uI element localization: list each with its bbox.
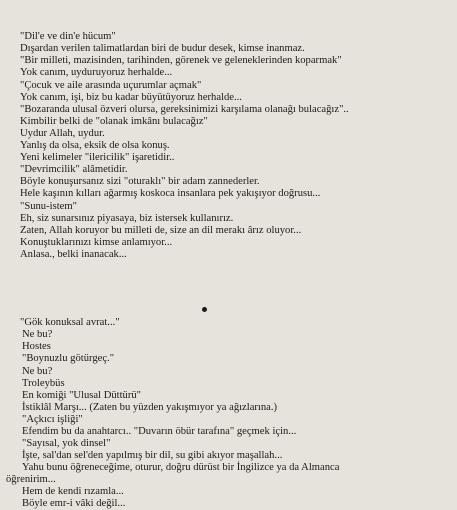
text-line: Konuştuklarınızı kimse anlamıyor... xyxy=(20,237,173,248)
text-line: Yahu bunu öğreneceğime, oturur, doğru dürüst bir İngilizce ya da Almanca xyxy=(22,462,340,473)
text-line: Hele kaşının kılları ağarmış koskoca insanlara pek yakışıyor doğrusu... xyxy=(20,188,321,199)
text-line: Dışardan verilen talimatlardan biri de budur desek, kimse inanmaz. xyxy=(20,43,305,54)
text-line: Böyle konuşursanız sizi "oturaklı" bir adam zannederler. xyxy=(20,176,260,187)
text-line: öğrenirim... xyxy=(6,474,56,485)
text-line: İşte, sal'dan sel'den yapılmış bir dil, su gibi akıyor maşallah... xyxy=(22,450,283,461)
text-line: "Sunu-istem" xyxy=(20,201,77,212)
text-line: "Devrimcilik" alâmetidir. xyxy=(20,164,128,175)
text-line: Troleybüs xyxy=(22,378,65,389)
text-line: Eh, siz sunarsınız piyasaya, biz istersek kullanırız. xyxy=(20,213,234,224)
text-line: "Dil'e ve din'e hücum" xyxy=(20,31,116,42)
text-line: "Sayısal, yok dinsel" xyxy=(22,438,111,449)
text-line: Anlasa., belki inanacak... xyxy=(20,249,127,260)
text-line: Ne bu? xyxy=(22,366,53,377)
text-line: Zaten, Allah koruyor bu milleti de, size an dil merakı ârız oluyor... xyxy=(20,225,302,236)
text-line: "Açkıcı işliği" xyxy=(22,414,83,425)
text-line: "Boynuzlu götürgeç." xyxy=(22,353,115,364)
text-line: "Bir milleti, mazisinden, tarihinden, görenek ve geleneklerinden koparmak" xyxy=(20,55,342,66)
text-line: "Gök konuksal avrat..." xyxy=(20,317,120,328)
text-line: Hem de kendi rızamla... xyxy=(22,486,124,497)
text-line: En komiği "Ulusal Düttürü" xyxy=(22,390,141,401)
section-separator-bullet xyxy=(202,307,207,312)
text-line: "Bozaranda ulusal özveri olursa, gereksinimizi karşılama olanağı bulacağız".. xyxy=(20,104,349,115)
text-line: Yeni kelimeler "ilericilik" işaretidir.. xyxy=(20,152,175,163)
text-line: Yok canım, işi, biz bu kadar büyütüyoruz herhalde... xyxy=(20,92,242,103)
text-line: Ne bu? xyxy=(22,329,53,340)
text-line: Uydur Allah, uydur. xyxy=(20,128,105,139)
text-line: "Çocuk ve aile arasında uçurumlar açmak" xyxy=(20,80,202,91)
text-line: Yanlış da olsa, eksik de olsa konuş. xyxy=(20,140,170,151)
text-line: Efendim bu da anahtarcı.. "Duvarın öbür tarafına" geçmek için... xyxy=(22,426,297,437)
text-line: Kimbilir belki de "olanak imkânı bulacağız" xyxy=(20,116,208,127)
text-line: İstiklâl Marşı... (Zaten bu yüzden yakışmıyor ya ağızlarına.) xyxy=(22,402,278,413)
text-line: Yok canım, uyduruyoruz herhalde... xyxy=(20,67,173,78)
text-line: Hostes xyxy=(22,341,51,352)
text-line: Böyle emr-i vâki değil... xyxy=(22,498,126,509)
